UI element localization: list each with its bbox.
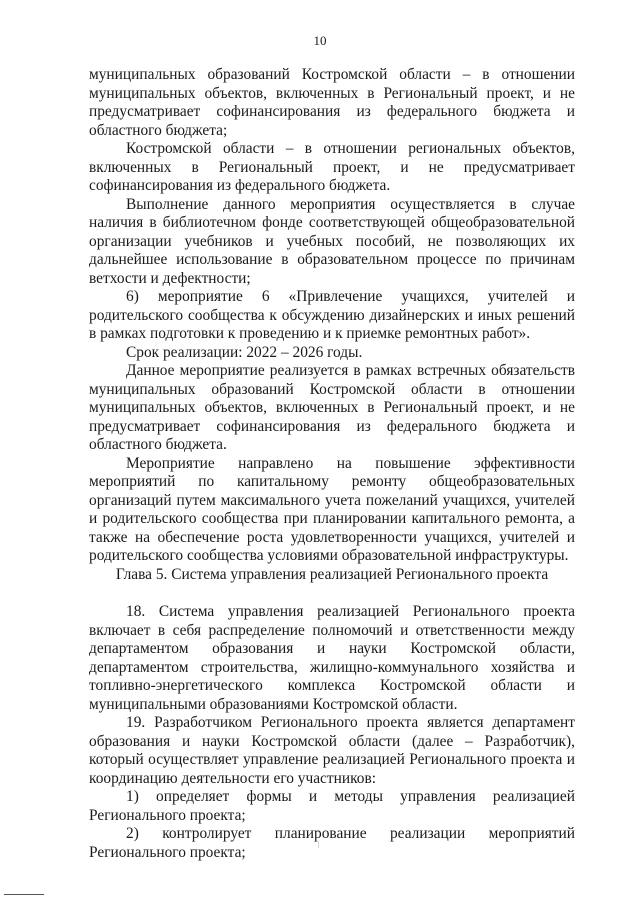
scan-mark <box>318 842 319 848</box>
paragraph: Выполнение данного мероприятия осуществляется в случае наличия в библиотечном фонде соответствующей общеобразовательной организации учебников и учебных пособий, не позволяющих их дальнейшее использование в образовательном процессе по причинам ветхости и дефектности; <box>89 195 575 287</box>
list-item: 1) определяет формы и методы управления реализацией Регионального проекта; <box>89 788 575 824</box>
list-item: 2) контролирует планирование реализации мероприятий Регионального проекта; <box>89 825 575 861</box>
paragraph: Мероприятие направлено на повышение эффективности мероприятий по капитальному ремонту общеобразовательных организаций путем максимального учета пожеланий учащихся, учителей и родительского сообщества при планировании капитального ремонта, а также на обеспечение роста удовлетворенности учащихся, учителей и родительского сообщества условиями образовательной инфраструктуры. <box>89 454 575 564</box>
document-body <box>89 66 575 862</box>
paragraph: Срок реализации: 2022 – 2026 годы. <box>126 343 363 361</box>
paragraph: 19. Разработчиком Регионального проекта является департамент образования и науки Костромской области (далее – Разработчик), который осуществляет управление реализацией Регионального проекта и координацию деятельности его участников: <box>89 714 575 787</box>
paragraph: Данное мероприятие реализуется в рамках встречных обязательств муниципальных образований Костромской области в отношении муниципальных объектов, включенных в Региональный проект, и не предусматривает софинансирования из федерального бюджета и областного бюджета. <box>89 362 575 453</box>
paragraph: Костромской области – в отношении региональных объектов, включенных в Региональный проект, и не предусматривает софинансирования из федерального бюджета. <box>89 140 575 194</box>
scan-line-mark <box>4 894 44 895</box>
paragraph: муниципальных образований Костромской области – в отношении муниципальных объектов, включенных в Региональный проект, и не предусматривает софинансирования из федерального бюджета и областного бюджета; <box>89 66 575 139</box>
page-number: 10 <box>313 33 327 48</box>
chapter-heading: Глава 5. Система управления реализацией Регионального проекта <box>115 565 549 583</box>
paragraph: 6) мероприятие 6 «Привлечение учащихся, учителей и родительского сообщества к обсуждению дизайнерских и иных решений в рамках подготовки к проведению и к приемке ремонтных работ». <box>89 288 575 342</box>
paragraph: 18. Система управления реализацией Регионального проекта включает в себя распределение полномочий и ответственности между департаментом образования и науки Костромской области, департаментом строительства, жилищно-коммунального хозяйства и топливно-энергетического комплекса Костромской области и муниципальными образованиями Костромской области. <box>89 603 575 713</box>
